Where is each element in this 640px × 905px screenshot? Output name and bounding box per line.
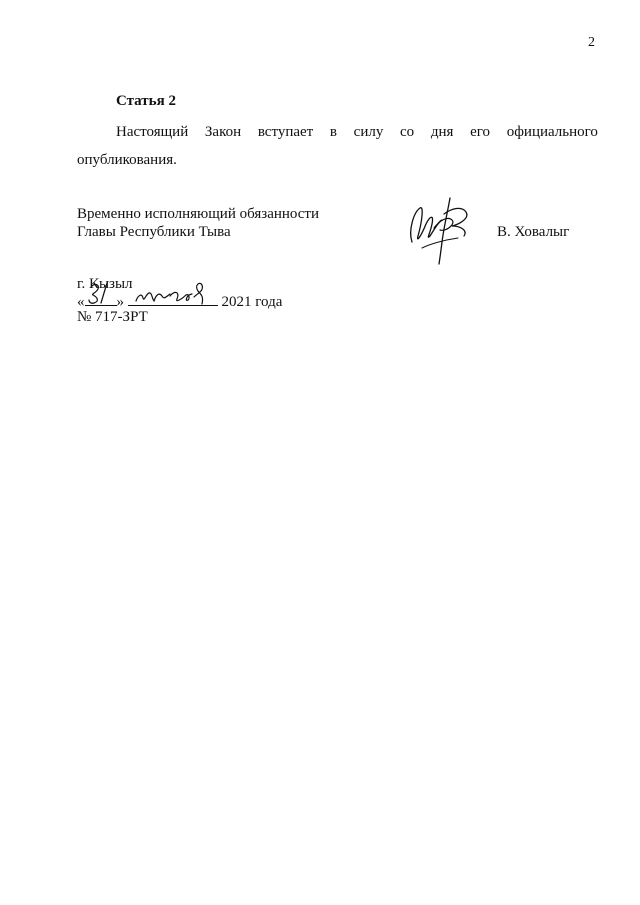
- paragraph-word: Закон: [204, 124, 242, 140]
- position-line-2: Главы Республики Тыва: [77, 224, 231, 240]
- date-year: 2021 года: [221, 294, 283, 310]
- handwritten-month: [128, 277, 218, 307]
- paragraph-word: Настоящий: [116, 124, 189, 140]
- day-blank: [85, 291, 117, 306]
- paragraph-line-1: [77, 118, 598, 146]
- paragraph-word: его: [470, 124, 491, 140]
- paragraph-word: вступает: [257, 124, 314, 140]
- position-line-1: Временно исполняющий обязанности: [77, 206, 320, 222]
- open-quote: «: [77, 294, 85, 310]
- paragraph-word: в: [329, 124, 337, 140]
- law-number: № 717-ЗРТ: [77, 309, 148, 325]
- handwritten-day: [85, 277, 117, 305]
- paragraph-word: со: [400, 124, 415, 140]
- signatory-position: [77, 205, 319, 241]
- handwritten-signature: [404, 190, 474, 268]
- paragraph-line-2: опубликования.: [77, 152, 177, 168]
- month-blank: [128, 291, 218, 306]
- article-heading: Статья 2: [116, 93, 176, 109]
- paragraph-word: дня: [430, 124, 454, 140]
- signatory-name: В. Ховалыг: [497, 224, 570, 240]
- page-number: 2: [588, 35, 595, 50]
- close-quote: »: [116, 294, 124, 310]
- city-line: г. Кызыл: [77, 276, 133, 292]
- paragraph-word: официального: [506, 124, 598, 140]
- paragraph-word: силу: [353, 124, 384, 140]
- article-paragraph: [77, 118, 598, 174]
